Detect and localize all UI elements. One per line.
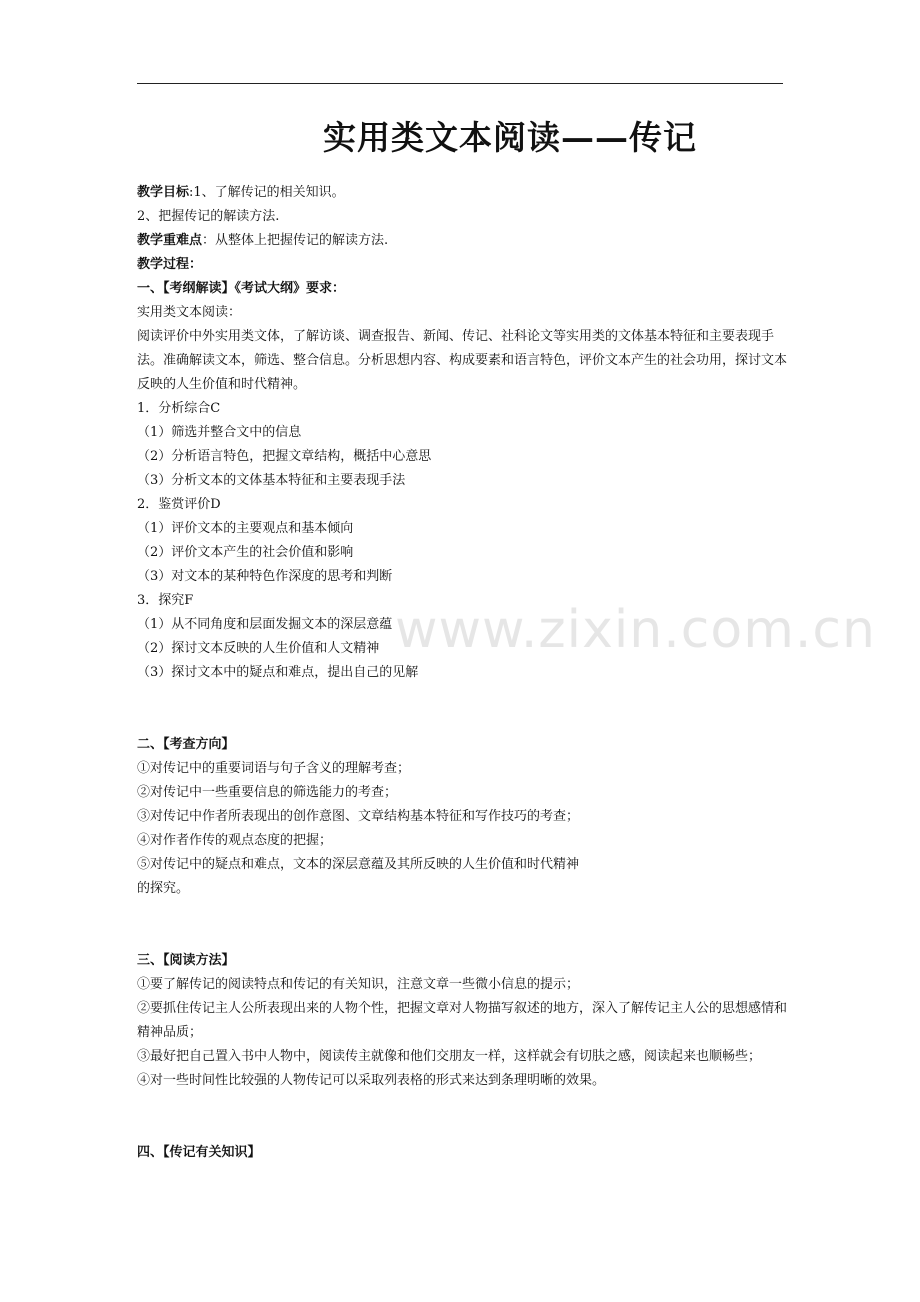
section1-line: 阅读评价中外实用类文体，了解访谈、调查报告、新闻、传记、社科论文等实用类的文体基本特征和主要表现手法。准确解读文本，筛选、整合信息。分析思想内容、构成要素和语言特色，评价文本产生的社会功用，探讨文本反映的人生价值和时代精神。 [137,329,788,392]
section1-line: （3）对文本的某种特色作深度的思考和判断 [137,569,393,584]
section1-line: （3）探讨文本中的疑点和难点，提出自己的见解 [137,665,419,680]
section1-line: 实用类文本阅读： [137,305,242,320]
section4-heading: 四、【传记有关知识】 [137,1145,261,1160]
section3-line: ①要了解传记的阅读特点和传记的有关知识，注意文章一些微小信息的提示； [137,977,580,992]
spacer [137,685,787,733]
section2-line: ③对传记中作者所表现出的创作意图、文章结构基本特征和写作技巧的考查； [137,809,580,824]
section1-line: （3）分析文本的文体基本特征和主要表现手法 [137,473,406,488]
section3-line: ②要抓住传记主人公所表现出来的人物个性，把握文章对人物描写叙述的地方，深入了解传记主人公的思想感情和精神品质； [137,1001,788,1040]
section2-heading: 二、【考查方向】 [137,737,235,752]
section1-line: 2．鉴赏评价D [137,497,221,512]
goal-2: 2、把握传记的解读方法. [137,209,280,224]
section2-line: ②对传记中一些重要信息的筛选能力的考查； [137,785,398,800]
watermark: www.zixin.com.cn [395,600,876,660]
section3-line: ③最好把自己置入书中人物中，阅读传主就像和他们交朋友一样，这样就会有切肤之感，阅读起来也顺畅些； [137,1049,762,1064]
page-title: 实用类文本阅读——传记 [323,118,697,157]
spacer [137,1093,787,1141]
section1-line: （1）从不同角度和层面发掘文本的深层意蕴 [137,617,393,632]
section1-line: （2）探讨文本反映的人生价值和人文精神 [137,641,380,656]
section2-line: ①对传记中的重要词语与句子含义的理解考查； [137,761,411,776]
section1-line: （2）评价文本产生的社会价值和影响 [137,545,354,560]
section1-line: 3．探究F [137,593,194,608]
section3-heading: 三、【阅读方法】 [137,953,235,968]
section1-line: （1）筛选并整合文中的信息 [137,425,302,440]
header-rule [137,83,783,84]
key-label: 教学重难点 [137,233,203,248]
section2-line: ⑤对传记中的疑点和难点，文本的深层意蕴及其所反映的人生价值和时代精神 [137,857,580,872]
goal-1: :1、了解传记的相关知识。 [189,185,345,200]
section1-line: （1）评价文本的主要观点和基本倾向 [137,521,354,536]
section1-line: （2）分析语言特色，把握文章结构，概括中心意思 [137,449,432,464]
goal-line [137,181,787,205]
section2-line: ④对作者作传的观点态度的把握； [137,833,333,848]
section3-line: ④对一些时间性比较强的人物传记可以采取列表格的形式来达到条理明晰的效果。 [137,1073,606,1088]
key-line [137,229,787,253]
section1-line: 1．分析综合C [137,401,221,416]
key-text: ：从整体上把握传记的解读方法. [202,233,389,248]
spacer [137,901,787,949]
section1-heading: 一、【考纲解读】《考试大纲》要求： [137,281,346,296]
section2-line: 的探究。 [137,881,190,896]
document-body [137,181,787,1165]
goal-label: 教学目标 [137,185,190,200]
process-label: 教学过程： [137,257,203,272]
